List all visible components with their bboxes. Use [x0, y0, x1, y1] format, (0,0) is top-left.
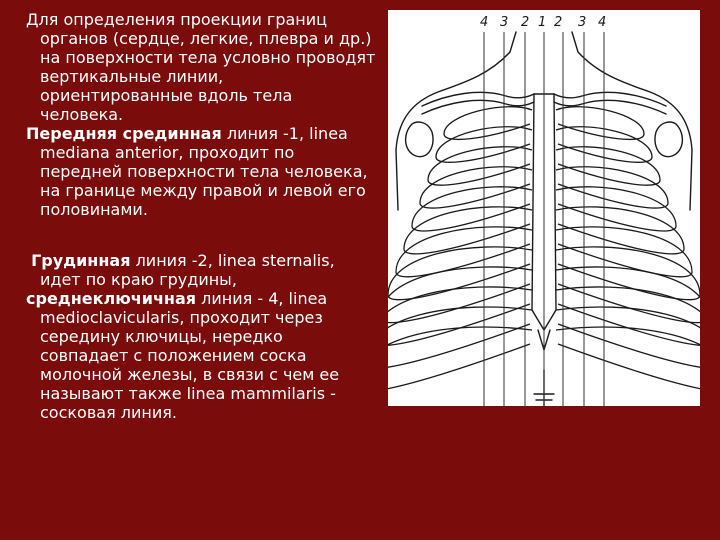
midclavicular-term: среднеключичная [26, 289, 197, 308]
spacer [26, 219, 376, 251]
midclavicular-description: линия - 4, linea medioclavicularis, проходит через середину ключицы, нередко совпадает с положением соска молочной железы, в связи с чем ее называют также linea mammilaris - сосковая линия. [40, 289, 340, 422]
line-label-3-right: 3 [578, 15, 587, 30]
right-rib-1 [556, 107, 644, 140]
midline-term: Передняя срединная [26, 124, 222, 143]
midline-paragraph [26, 124, 376, 219]
left-shoulder-outline [396, 32, 516, 150]
line-label-2-left: 2 [521, 15, 530, 30]
left-rib-3 [428, 147, 532, 185]
sternal-paragraph [26, 251, 376, 289]
left-humeral-head [406, 122, 433, 157]
line-label-4-left: 4 [480, 15, 489, 30]
left-arm-outline [396, 150, 398, 210]
line-label-3-left: 3 [500, 15, 509, 30]
sternal-term: Грудинная [31, 251, 131, 270]
right-humeral-head [655, 122, 682, 157]
left-rib-11 [388, 307, 532, 369]
midline-description: линия -1, linea mediana anterior, проходит по передней поверхности тела человека, на границе между правой и левой его половинами. [40, 124, 368, 219]
left-rib-1 [444, 107, 532, 140]
left-rib-8 [388, 247, 532, 300]
thorax-drawing [388, 10, 700, 406]
right-clavicle [554, 92, 666, 106]
sternal-description: линия -2, linea sternalis, идет по краю грудины, [40, 251, 335, 289]
left-rib-7 [396, 227, 532, 277]
right-rib-8 [556, 247, 700, 300]
left-rib-12 [388, 327, 532, 391]
thorax-illustration [388, 10, 700, 406]
line-label-2-right: 2 [554, 15, 563, 30]
intro-paragraph: Для определения проекции границ органов (сердце, легкие, плевра и др.) на поверхности тела условно проводят вертикальные линии, ориентированные вдоль тела человека. [26, 10, 376, 124]
right-rib-12 [556, 327, 700, 391]
line-label-1: 1 [538, 15, 547, 30]
right-arm-outline [690, 150, 692, 210]
right-rib-9 [556, 267, 700, 323]
right-rib-11 [556, 307, 700, 369]
right-rib-3 [556, 147, 660, 185]
right-rib-7 [556, 227, 692, 277]
right-shoulder-outline [572, 32, 692, 150]
left-rib-9 [388, 267, 532, 323]
line-label-4-right: 4 [598, 15, 607, 30]
left-clavicle [422, 92, 534, 106]
midclavicular-paragraph [26, 289, 376, 422]
slide-text [26, 10, 376, 422]
